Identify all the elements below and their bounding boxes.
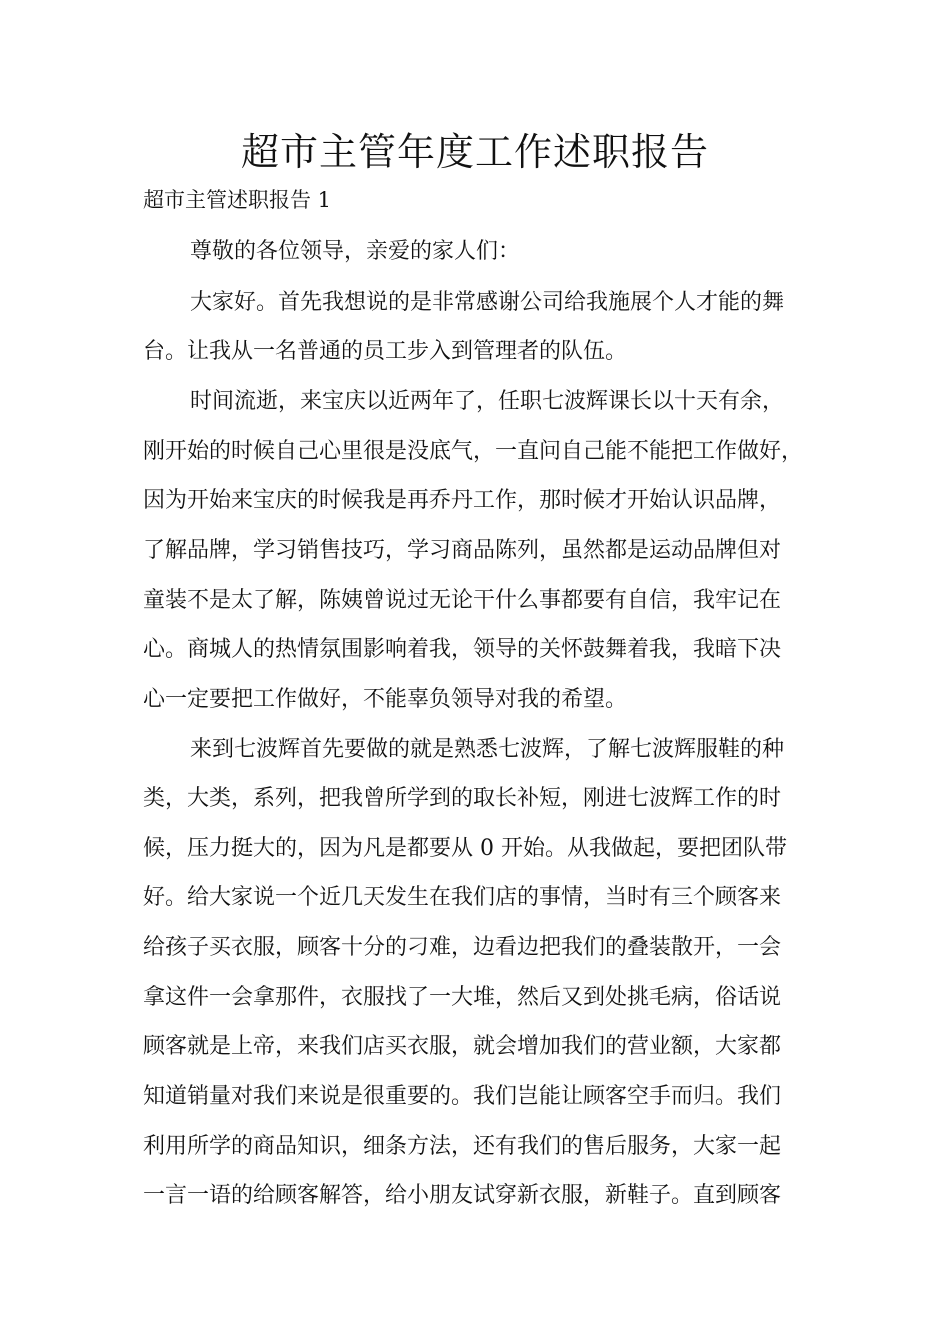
- text-line: 台。让我从一名普通的员工步入到管理者的队伍。: [143, 339, 628, 364]
- text-line: 了解品牌，学习销售技巧，学习商品陈列，虽然都是运动品牌但对: [143, 538, 782, 563]
- text-line: 童装不是太了解，陈姨曾说过无论干什么事都要有自信，我牢记在: [143, 588, 782, 613]
- text-line: 给孩子买衣服，顾客十分的刁难，边看边把我们的叠装散开，一会: [143, 935, 782, 960]
- text-line: 尊敬的各位领导，亲爱的家人们：: [190, 239, 521, 264]
- text-line: 知道销量对我们来说是很重要的。我们岂能让顾客空手而归。我们: [143, 1084, 782, 1109]
- text-line: 心一定要把工作做好，不能辜负领导对我的希望。: [143, 687, 628, 712]
- section-heading: 超市主管述职报告 1: [143, 188, 332, 212]
- text-line: 来到七波辉首先要做的就是熟悉七波辉，了解七波辉服鞋的种: [190, 737, 785, 762]
- text-line: 因为开始来宝庆的时候我是再乔丹工作，那时候才开始认识品牌，: [143, 488, 782, 513]
- text-line: 拿这件一会拿那件，衣服找了一大堆，然后又到处挑毛病，俗话说: [143, 985, 782, 1010]
- text-line: 利用所学的商品知识，细条方法，还有我们的售后服务，大家一起: [143, 1134, 782, 1159]
- text-line: 心。商城人的热情氛围影响着我，领导的关怀鼓舞着我，我暗下决: [143, 637, 782, 662]
- text-line: 刚开始的时候自己心里很是没底气，一直问自己能不能把工作做好，: [143, 439, 804, 464]
- text-line: 类，大类，系列，把我曾所学到的取长补短，刚进七波辉工作的时: [143, 786, 782, 811]
- text-line: 顾客就是上帝，来我们店买衣服，就会增加我们的营业额，大家都: [143, 1034, 782, 1059]
- text-line: 大家好。首先我想说的是非常感谢公司给我施展个人才能的舞: [190, 290, 785, 315]
- document-title: 超市主管年度工作述职报告: [240, 130, 709, 174]
- text-line: 好。给大家说一个近几天发生在我们店的事情，当时有三个顾客来: [143, 885, 782, 910]
- text-line: 时间流逝，来宝庆以近两年了，任职七波辉课长以十天有余，: [190, 389, 785, 414]
- text-line: 候，压力挺大的，因为凡是都要从 0 开始。从我做起，要把团队带: [143, 836, 787, 861]
- text-line: 一言一语的给顾客解答，给小朋友试穿新衣服，新鞋子。直到顾客: [143, 1183, 782, 1208]
